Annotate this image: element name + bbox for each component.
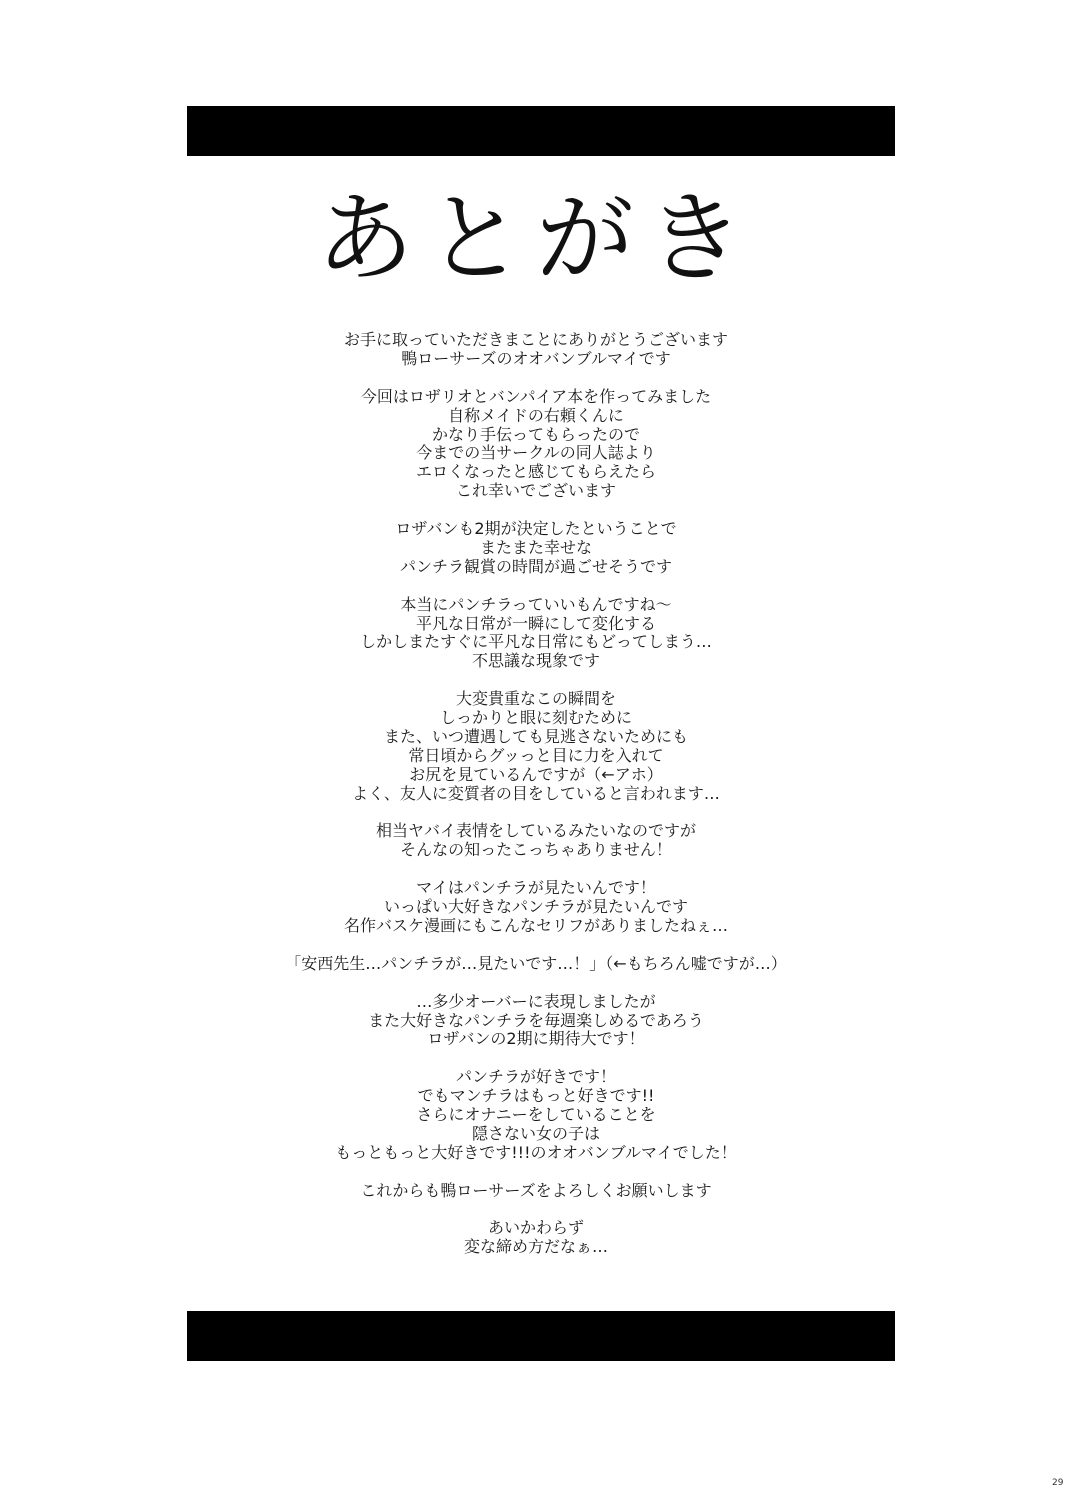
page-title: あとがき [315, 182, 756, 296]
text-line: …多少オーバーに表現しましたが [416, 991, 656, 1011]
page-number: 29 [1052, 1478, 1064, 1488]
text-line: 不思議な現象です [471, 651, 600, 671]
text-line: 本当にパンチラっていいもんですね～ [400, 594, 672, 614]
text-line: エロくなったと感じてもらえたら [415, 462, 656, 482]
paragraph [186, 596, 886, 672]
text-line: これ幸いでございます [455, 481, 616, 501]
text-line: 大変貴重なこの瞬間を [455, 689, 616, 709]
text-line: あいかわらず [487, 1218, 584, 1238]
text-line: ロザバンの2期に期待大です！ [427, 1029, 645, 1049]
paragraph [186, 1068, 886, 1163]
text-line: 相当ヤバイ表情をしているみたいなのですが [375, 821, 696, 841]
text-line: 名作バスケ漫画にもこんなセリフがありましたねぇ… [343, 916, 728, 935]
text-line: 今回はロザリオとバンパイア本を作ってみました [360, 386, 712, 406]
text-line: ロザバンも2期が決定したということで [395, 519, 677, 539]
text-line: また、いつ遭遇しても見逃さないためにも [383, 726, 688, 746]
text-line: しっかりと眼に刻むために [439, 708, 632, 728]
afterword-body [186, 331, 886, 1276]
text-line: 鴨ローサーズのオオバンブルマイです [401, 348, 671, 368]
text-line: しかしまたすぐに平凡な日常にもどってしまう… [360, 632, 712, 652]
text-line: また大好きなパンチラを毎週楽しめるであろう [368, 1010, 704, 1030]
text-line: パンチラが好きです！ [455, 1067, 616, 1087]
text-line: そんなの知ったこっちゃありません！ [400, 840, 672, 860]
text-line: お手に取っていただきまことにありがとうございます [343, 330, 728, 349]
text-line: いっぱい大好きなパンチラが見たいんです [383, 897, 688, 917]
text-line: 今までの当サークルの同人誌より [416, 443, 656, 463]
paragraph [186, 879, 886, 936]
text-line: またまた幸せな [479, 537, 592, 557]
top-black-bar [187, 106, 895, 156]
text-line: パンチラ観賞の時間が過ごせそうです [399, 556, 672, 576]
text-line: 自称メイドの右頼くんに [448, 405, 624, 425]
text-line: もっともっと大好きです!!!のオオバンブルマイでした！ [335, 1142, 737, 1162]
text-line: お尻を見ているんですが（←アホ） [409, 764, 663, 784]
text-line: これからも鴨ローサーズをよろしくお願いします [360, 1180, 712, 1200]
paragraph [186, 331, 886, 369]
text-line: でもマンチラはもっと好きです!! [417, 1086, 655, 1106]
paragraph [186, 1182, 886, 1201]
text-line: 変な締め方だなぁ… [463, 1237, 608, 1257]
paragraph [186, 822, 886, 860]
paragraph [186, 955, 886, 974]
text-line: 平凡な日常が一瞬にして変化する [415, 613, 656, 633]
text-line: かなり手伝ってもらったので [431, 424, 640, 444]
text-line: 常日頃からグッっと目に力を入れて [408, 745, 664, 765]
text-line: よく、友人に変質者の目をしていると言われます… [352, 783, 720, 803]
paragraph [186, 520, 886, 577]
paragraph [186, 993, 886, 1050]
bottom-black-bar [187, 1311, 895, 1361]
text-line: さらにオナニーをしていることを [416, 1105, 656, 1125]
text-line: 「安西先生…パンチラが…見たいです…！」（←もちろん嘘ですが…） [285, 953, 787, 973]
paragraph [186, 1219, 886, 1257]
paragraph [186, 690, 886, 803]
text-line: マイはパンチラが見たいんです！ [416, 878, 656, 898]
paragraph [186, 388, 886, 501]
text-line: 隠さない女の子は [471, 1123, 600, 1143]
